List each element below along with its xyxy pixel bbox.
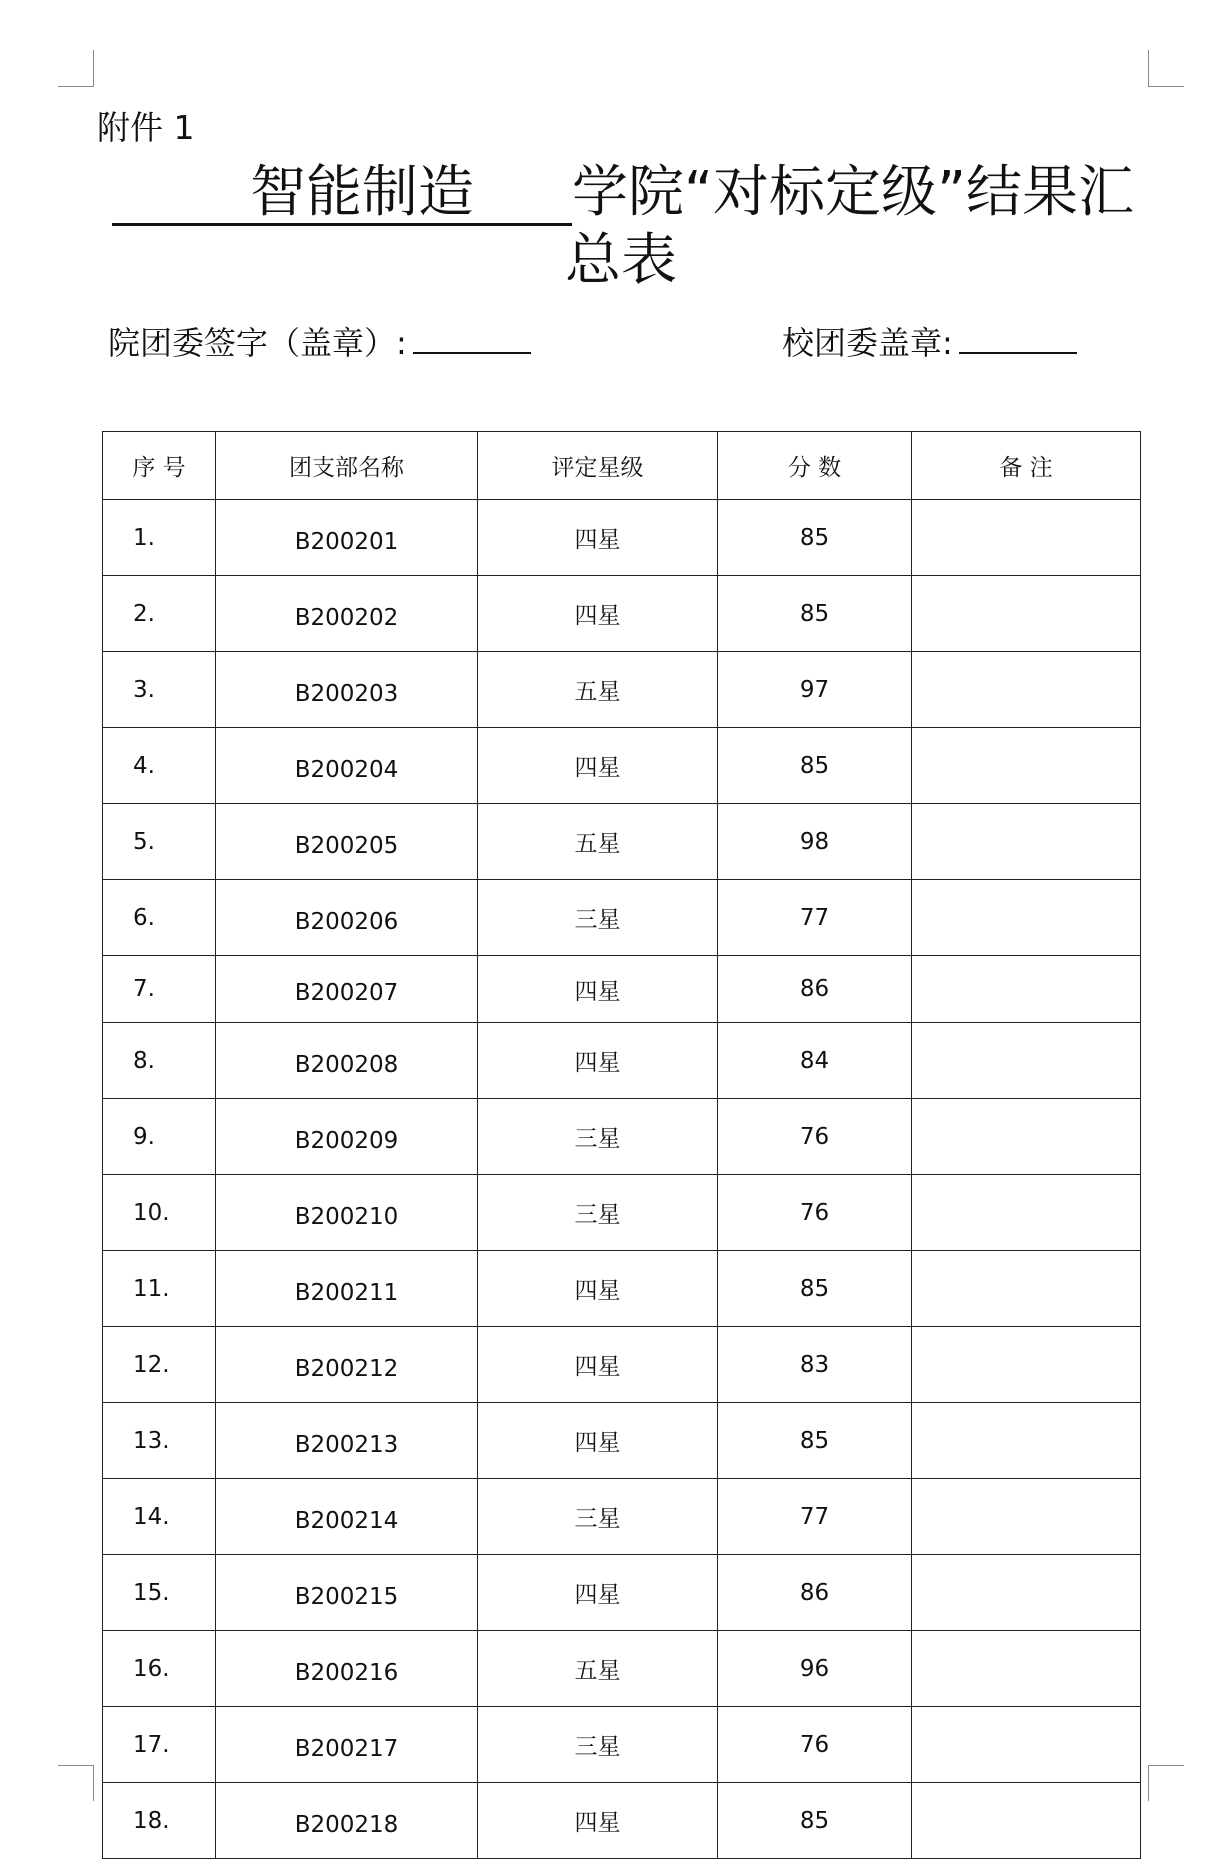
crop-mark-bottom-left-h [58,1765,94,1766]
remarks-cell [912,1555,1141,1631]
score-cell: 77 [718,880,912,956]
document-title [112,160,1134,226]
college-signature-label: 院团委签字（盖章）: [108,324,407,362]
header-remarks: 备 注 [912,432,1141,500]
score-cell: 83 [718,1327,912,1403]
star-level-cell: 四星 [478,1327,718,1403]
score-cell: 96 [718,1631,912,1707]
document-title-line2: 总表 [565,228,677,293]
score-cell: 97 [718,652,912,728]
remarks-cell [912,1099,1141,1175]
crop-mark-top-right-h [1148,86,1184,87]
remarks-cell [912,1403,1141,1479]
branch-name-cell: B200203 [216,652,478,728]
star-level-cell: 四星 [478,728,718,804]
row-number: 10. [103,1175,216,1251]
college-name-field[interactable]: 智能制造 [112,160,572,226]
star-level-cell: 四星 [478,1555,718,1631]
score-cell: 85 [718,728,912,804]
branch-name-cell: B200215 [216,1555,478,1631]
score-cell: 85 [718,500,912,576]
row-number: 8. [103,1023,216,1099]
row-number: 3. [103,652,216,728]
branch-name-cell: B200208 [216,1023,478,1099]
table-row [103,652,1141,728]
table-row [103,576,1141,652]
table-row [103,1403,1141,1479]
branch-name-cell: B200213 [216,1403,478,1479]
branch-name-cell: B200202 [216,576,478,652]
remarks-cell [912,1175,1141,1251]
row-number: 11. [103,1251,216,1327]
branch-name-cell: B200211 [216,1251,478,1327]
remarks-cell [912,1327,1141,1403]
attachment-label: 附件 1 [97,108,195,147]
table-row [103,1783,1141,1859]
star-level-cell: 四星 [478,1023,718,1099]
score-cell: 85 [718,1403,912,1479]
header-branch-name: 团支部名称 [216,432,478,500]
score-cell: 85 [718,1251,912,1327]
crop-mark-top-left-h [58,86,94,87]
score-cell: 77 [718,1479,912,1555]
score-cell: 85 [718,1783,912,1859]
crop-mark-top-left-v [93,50,94,86]
table-row [103,1099,1141,1175]
branch-name-cell: B200209 [216,1099,478,1175]
remarks-cell [912,576,1141,652]
remarks-cell [912,1479,1141,1555]
branch-name-cell: B200214 [216,1479,478,1555]
table-row [103,1023,1141,1099]
table-row [103,1327,1141,1403]
title-suffix: 学院“对标定级”结果汇 [572,160,1135,225]
table-row [103,500,1141,576]
remarks-cell [912,1251,1141,1327]
star-level-cell: 四星 [478,576,718,652]
star-level-cell: 三星 [478,1479,718,1555]
row-number: 16. [103,1631,216,1707]
table-row [103,1479,1141,1555]
row-number: 13. [103,1403,216,1479]
remarks-cell [912,1783,1141,1859]
remarks-cell [912,728,1141,804]
row-number: 17. [103,1707,216,1783]
remarks-cell [912,956,1141,1023]
score-cell: 84 [718,1023,912,1099]
star-level-cell: 三星 [478,1175,718,1251]
table-row [103,1555,1141,1631]
branch-name-cell: B200205 [216,804,478,880]
header-star-level: 评定星级 [478,432,718,500]
table-row [103,880,1141,956]
table-row [103,1707,1141,1783]
row-number: 1. [103,500,216,576]
branch-name-cell: B200217 [216,1707,478,1783]
college-signature-blank[interactable] [413,322,531,354]
branch-name-cell: B200207 [216,956,478,1023]
branch-name-cell: B200201 [216,500,478,576]
star-level-cell: 五星 [478,804,718,880]
table-header-row [103,432,1141,500]
table-row [103,1175,1141,1251]
college-signature-area [108,318,531,364]
remarks-cell [912,1631,1141,1707]
header-score: 分 数 [718,432,912,500]
table-row [103,804,1141,880]
row-number: 7. [103,956,216,1023]
header-number: 序 号 [103,432,216,500]
results-table [102,431,1141,1859]
row-number: 18. [103,1783,216,1859]
branch-name-cell: B200206 [216,880,478,956]
score-cell: 85 [718,576,912,652]
table-row [103,1251,1141,1327]
row-number: 6. [103,880,216,956]
branch-name-cell: B200210 [216,1175,478,1251]
table-row [103,956,1141,1023]
school-seal-blank[interactable] [959,322,1077,354]
row-number: 5. [103,804,216,880]
star-level-cell: 三星 [478,1099,718,1175]
branch-name-cell: B200216 [216,1631,478,1707]
score-cell: 76 [718,1099,912,1175]
star-level-cell: 三星 [478,880,718,956]
remarks-cell [912,880,1141,956]
row-number: 12. [103,1327,216,1403]
crop-mark-bottom-left-v [93,1765,94,1801]
branch-name-cell: B200212 [216,1327,478,1403]
crop-mark-top-right-v [1148,50,1149,86]
star-level-cell: 三星 [478,1707,718,1783]
table-row [103,1631,1141,1707]
remarks-cell [912,804,1141,880]
crop-mark-bottom-right-v [1148,1765,1149,1801]
row-number: 15. [103,1555,216,1631]
star-level-cell: 五星 [478,1631,718,1707]
star-level-cell: 四星 [478,956,718,1023]
star-level-cell: 四星 [478,500,718,576]
crop-mark-bottom-right-h [1148,1765,1184,1766]
star-level-cell: 五星 [478,652,718,728]
score-cell: 76 [718,1175,912,1251]
remarks-cell [912,1023,1141,1099]
star-level-cell: 四星 [478,1251,718,1327]
score-cell: 98 [718,804,912,880]
branch-name-cell: B200218 [216,1783,478,1859]
score-cell: 86 [718,956,912,1023]
row-number: 2. [103,576,216,652]
star-level-cell: 四星 [478,1403,718,1479]
score-cell: 86 [718,1555,912,1631]
remarks-cell [912,500,1141,576]
table-row [103,728,1141,804]
star-level-cell: 四星 [478,1783,718,1859]
branch-name-cell: B200204 [216,728,478,804]
school-seal-area [782,318,1077,364]
row-number: 14. [103,1479,216,1555]
score-cell: 76 [718,1707,912,1783]
school-seal-label: 校团委盖章: [782,324,953,362]
remarks-cell [912,1707,1141,1783]
row-number: 9. [103,1099,216,1175]
remarks-cell [912,652,1141,728]
row-number: 4. [103,728,216,804]
